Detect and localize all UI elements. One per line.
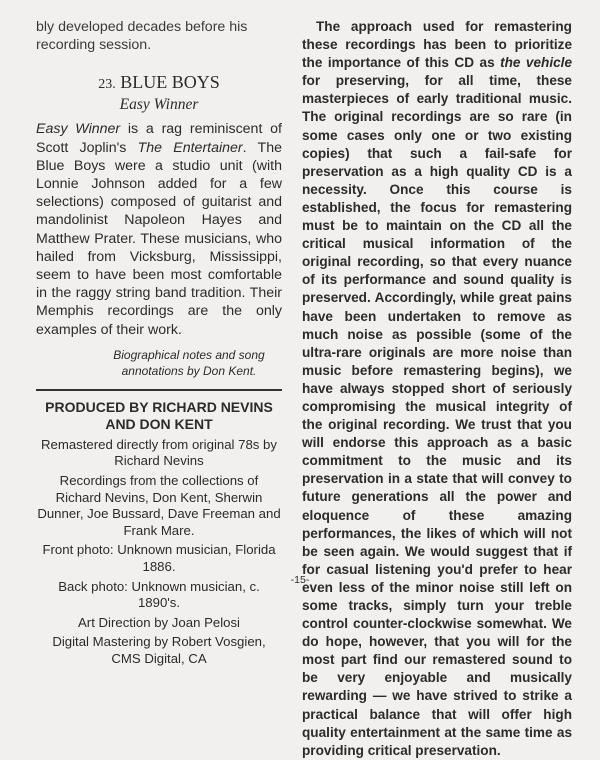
- right-column: [302, 18, 572, 760]
- notes-credit: Biographical notes and song annotations by Don Kent.: [113, 347, 265, 378]
- song-title-inline: Easy Winner: [36, 121, 121, 138]
- song-heading: [36, 72, 282, 114]
- referenced-work: The Entertainer: [137, 139, 243, 156]
- credit-line: Remastered directly from original 78s by Richard Nevins: [40, 436, 277, 469]
- credit-line: Front photo: Unknown musician, Florida 1886.: [42, 542, 276, 574]
- production-credits: [36, 437, 282, 668]
- remastering-statement-part-a: The approach used for remastering these recordings has been to prioritize the importance of this CD as: [302, 19, 572, 71]
- remastering-statement-part-b: for preserving, for all time, these masterpieces of early traditional music. The original recordings are so rare (in some cases only one or two existing copies) that such a fail-safe for preservation as a high quality CD is a necessity. Once this course is established, the focus for remastering must be to maintain on the CD all the critical musical information of the original recording, so that every nuance of its performance and sound quality is preserved. Accordingly, while great pains have been undertaken to remove as much noise as possible (some of the ultra-rare originals are more noise than music before remastering begins), we have always stopped short of seriously compromising the musical integrity of the original recording. We trust that you will endorse this approach as a basic commitment to the music and its preservation in a state that will convey to future generations all the power and eloquence of these amazing performances, the likes of which will not be seen again. We would suggest that if for casual listening you'd prefer to hear even less of the minor noise still left on some tracks, simply turn your treble control counter-clockwise somewhat. We do hope, however, that you will for the most part find our remastered sound to be very enjoyable and musically rewarding — we have strived to strike a practical balance that will offer high quality entertainment at the same time as providing critical preservation.: [302, 73, 572, 758]
- credit-line: Art Direction by Joan Pelosi: [78, 614, 240, 630]
- song-title-text: BLUE BOYS: [120, 72, 220, 93]
- song-number: 23.: [98, 77, 116, 93]
- song-annotation-part-a: is a rag reminiscent of Scott Joplin's: [36, 121, 282, 156]
- credit-line: Recordings from the collections of Richard Nevins, Don Kent, Sherwin Dunner, Joe Bussard, Dave Freeman and Frank Mare.: [37, 473, 281, 538]
- emphasis-text: the vehicle: [500, 55, 573, 71]
- credit-line: Digital Mastering by Robert Vosgien, CMS Digital, CA: [52, 634, 266, 666]
- divider: [36, 389, 282, 391]
- song-subtitle: Easy Winner: [119, 96, 199, 114]
- credit-line: Back photo: Unknown musician, c. 1890's.: [58, 578, 260, 611]
- song-title: [36, 72, 282, 95]
- production-heading: PRODUCED BY RICHARD NEVINS AND DON KENT: [45, 398, 273, 432]
- page-number: -15-: [290, 574, 310, 586]
- intro-paragraph: bly developed decades before his recording session.: [36, 19, 248, 54]
- left-column: [36, 18, 282, 671]
- remastering-statement: [302, 18, 572, 760]
- song-annotation-part-b: . The Blue Boys were a studio unit (with Lonnie Johnson added for a few selections) composed of guitarist and mandolinist Napoleon Hayes and Matthew Prater. These musicians, who hailed from Vicksburg, Mississippi, seem to have been most comfortable in the raggy string band tradition. Their Memphis recordings are the only examples of their work.: [36, 139, 282, 338]
- song-annotation: [36, 120, 282, 338]
